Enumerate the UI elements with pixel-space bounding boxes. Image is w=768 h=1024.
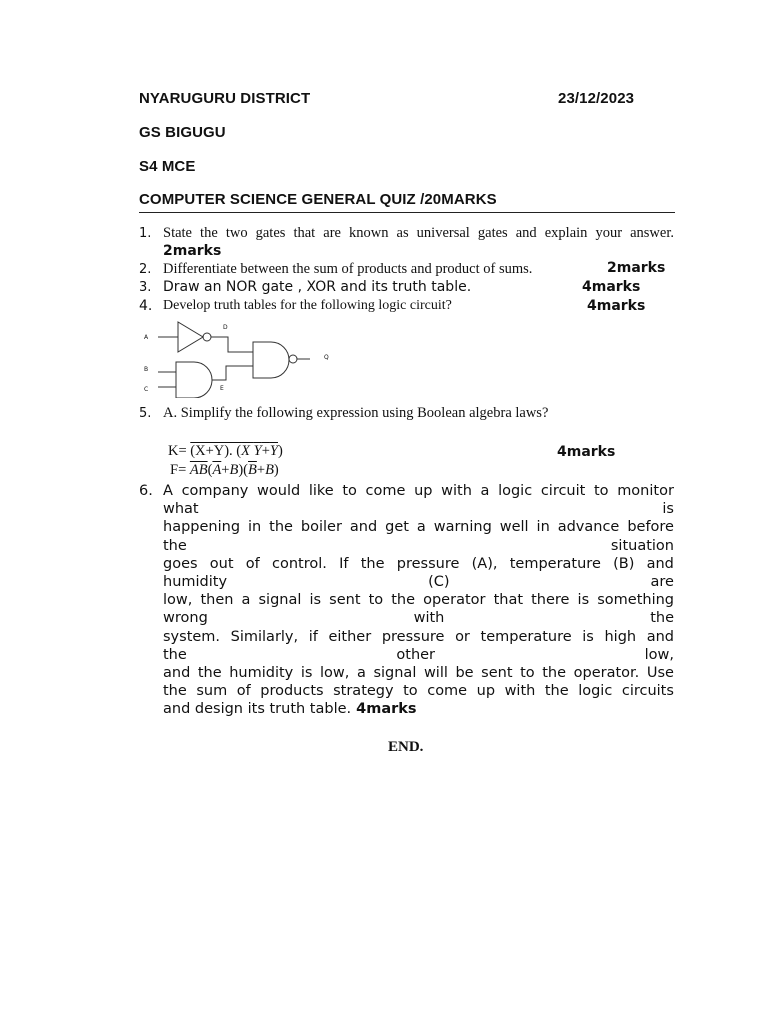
q6-word: get — [385, 519, 409, 536]
q6-line — [163, 555, 674, 573]
q6-word: to — [368, 592, 384, 609]
q6-word: other — [396, 646, 436, 663]
q6-word: advance — [557, 519, 620, 536]
q6-word: in — [536, 519, 550, 536]
q2-text: Differentiate between the sum of products and product of sums. — [163, 261, 533, 277]
q6-line — [163, 609, 674, 627]
q6-word: is — [309, 592, 322, 609]
and-gate — [158, 362, 253, 398]
input-label-b: B — [144, 366, 149, 373]
nand-gate — [253, 342, 310, 378]
k-overlined-part: (X+Y). (X Y+Y — [190, 443, 278, 459]
q6-word: pressure — [381, 628, 445, 645]
q6-word: a — [241, 592, 251, 609]
q6-word: be — [455, 664, 474, 681]
q6-word: logic — [578, 683, 613, 700]
q6-word: temperature — [509, 555, 601, 572]
q1-number: 1. — [139, 226, 152, 241]
q6-word: or — [455, 628, 470, 645]
q6-word: the — [360, 555, 385, 572]
q6-word: to — [593, 483, 609, 499]
q6-word: goes — [163, 555, 198, 572]
q6-word: is — [577, 592, 590, 609]
q5-marks: 4marks — [557, 444, 616, 460]
q6-word: temperature — [480, 628, 572, 645]
q6-word: logic — [498, 483, 533, 499]
q6-word: signal — [373, 664, 417, 681]
input-label-c: C — [144, 386, 149, 393]
q2-marks: 2marks — [607, 260, 666, 276]
expression-k: K= (X+Y). (X Y+Y) — [168, 443, 283, 459]
q6-word: products — [260, 683, 324, 700]
q4-text: Develop truth tables for the following logic circuit? — [163, 298, 452, 313]
q6-line — [163, 628, 674, 646]
q6-word: will — [423, 664, 448, 681]
q1-text: State the two gates that are known as universal gates and explain your answer. — [163, 225, 674, 241]
q6-line — [163, 537, 674, 555]
q6-word: system. — [163, 628, 221, 645]
q6-word: Similarly, — [230, 628, 299, 645]
q6-word: warning — [433, 519, 492, 536]
q3-marks: 4marks — [582, 279, 641, 295]
q6-word: a — [356, 664, 366, 681]
q6-word: the — [163, 646, 187, 663]
q6-word: monitor — [617, 483, 674, 499]
q6-word: up — [414, 483, 433, 499]
q2-number: 2. — [139, 262, 152, 277]
q6-word: what — [163, 501, 199, 518]
q6-line — [163, 500, 674, 518]
q6-word: the — [650, 610, 674, 627]
q6-line — [163, 664, 674, 682]
q6-word: well — [499, 519, 529, 536]
q6-word: sent — [481, 664, 513, 681]
q4-marks: 4marks — [587, 298, 646, 314]
q6-word: and — [646, 555, 674, 572]
q6-word: the — [163, 537, 187, 554]
q6-word: operator. — [573, 664, 640, 681]
q6-word: of — [236, 683, 251, 700]
q6-word: humidity — [229, 664, 294, 681]
q6-word: the — [391, 592, 416, 609]
q6-word: either — [328, 628, 372, 645]
expression-f: $F= \overline{AB}(\overline{A}+B)(\overline{B}+B)$ — [170, 462, 279, 478]
q6-word: then — [200, 592, 234, 609]
class-name: S4 MCE — [139, 158, 196, 175]
q6-word: something — [597, 592, 674, 609]
q6-word: if — [308, 628, 318, 645]
q6-word: is — [662, 501, 674, 518]
q6-word: and — [163, 664, 191, 681]
q1-marks: 2marks — [163, 243, 222, 259]
q6-marks: 4marks — [356, 701, 417, 718]
q6-word: before — [627, 519, 674, 536]
q3-text: Draw an NOR gate , XOR and its truth table. — [163, 279, 472, 295]
q6-line — [163, 482, 674, 500]
q6-word: to — [342, 483, 357, 499]
q6-word: with — [413, 610, 445, 627]
node-label-e: E — [220, 385, 224, 392]
q6-word: are — [650, 573, 674, 590]
q3-number: 3. — [139, 280, 152, 295]
q6-word: is — [582, 628, 594, 645]
q6-last-line: and design its truth table. 4marks — [163, 701, 417, 718]
q6-word: company — [181, 483, 249, 499]
q6-word: to — [403, 683, 418, 700]
q6-word: low, — [320, 664, 350, 681]
q6-word: If — [339, 555, 349, 572]
q6-text — [163, 482, 674, 718]
not-gate — [158, 322, 253, 352]
q6-word: A — [163, 483, 173, 499]
q6-word: the — [163, 683, 187, 700]
q6-word: is — [300, 664, 313, 681]
k-prefix: K= — [168, 443, 191, 459]
q6-word: like — [308, 483, 334, 499]
q6-word: with — [441, 483, 472, 499]
q6-word: operator — [423, 592, 486, 609]
school-name: GS BIGUGU — [139, 124, 226, 141]
q6-line — [163, 682, 674, 700]
q6-word: and — [349, 519, 378, 536]
q6-word: a — [416, 519, 426, 536]
q6-line — [163, 646, 674, 664]
q6-word: pressure — [396, 555, 460, 572]
q6-word: situation — [610, 537, 674, 554]
title-underline — [139, 212, 675, 213]
q6-word: and — [646, 628, 674, 645]
q6-word: the — [544, 683, 569, 700]
q6-line — [163, 518, 674, 536]
q6-word: with — [504, 683, 536, 700]
q6-word: low, — [163, 592, 193, 609]
q6-word: out — [209, 555, 234, 572]
q6-word: come — [427, 683, 468, 700]
q6-word: (B) — [613, 555, 635, 572]
q6-word: circuit — [540, 483, 586, 499]
q6-word: to — [520, 664, 535, 681]
q6-word: circuits — [621, 683, 674, 700]
q6-word: wrong — [163, 610, 208, 627]
q6-word: boiler — [300, 519, 342, 536]
q6-word: that — [493, 592, 524, 609]
q6-word: (C) — [428, 573, 450, 590]
q6-word: humidity — [163, 573, 228, 590]
q6-word: a — [480, 483, 490, 499]
q5-number: 5. — [139, 406, 152, 421]
q4-number: 4. — [139, 298, 153, 314]
end-marker: END. — [388, 739, 424, 755]
q6-word: control. — [272, 555, 327, 572]
q6-word: signal — [258, 592, 302, 609]
q6-word: strategy — [333, 683, 394, 700]
q6-word: (A), — [471, 555, 498, 572]
q6-word: up — [476, 683, 496, 700]
q6-word: in — [247, 519, 262, 536]
q6-word: would — [257, 483, 301, 499]
q6-line — [163, 573, 674, 591]
q6-word: the — [197, 664, 222, 681]
q6-word: there — [531, 592, 570, 609]
quiz-date: 23/12/2023 — [558, 90, 635, 107]
q6-line — [163, 591, 674, 609]
q5-text: A. Simplify the following expression using Boolean algebra laws? — [163, 405, 549, 421]
q6-word: Use — [646, 664, 674, 681]
district-name: NYARUGURU DISTRICT — [139, 90, 311, 107]
input-label-a: A — [144, 334, 149, 341]
node-label-d: D — [223, 324, 228, 331]
quiz-title: COMPUTER SCIENCE GENERAL QUIZ /20MARKS — [139, 191, 497, 208]
q6-word: happening — [163, 519, 241, 536]
q6-word: sum — [196, 683, 228, 700]
q6-word: come — [365, 483, 406, 499]
q6-word: the — [269, 519, 293, 536]
output-label-q: Q — [324, 354, 329, 361]
q6-word: sent — [329, 592, 361, 609]
q6-word: of — [245, 555, 260, 572]
q6-number: 6. — [139, 483, 153, 499]
logic-circuit-diagram — [138, 318, 338, 398]
q6-word: the — [542, 664, 567, 681]
q6-word: high — [604, 628, 637, 645]
q6-word: low, — [644, 646, 674, 663]
